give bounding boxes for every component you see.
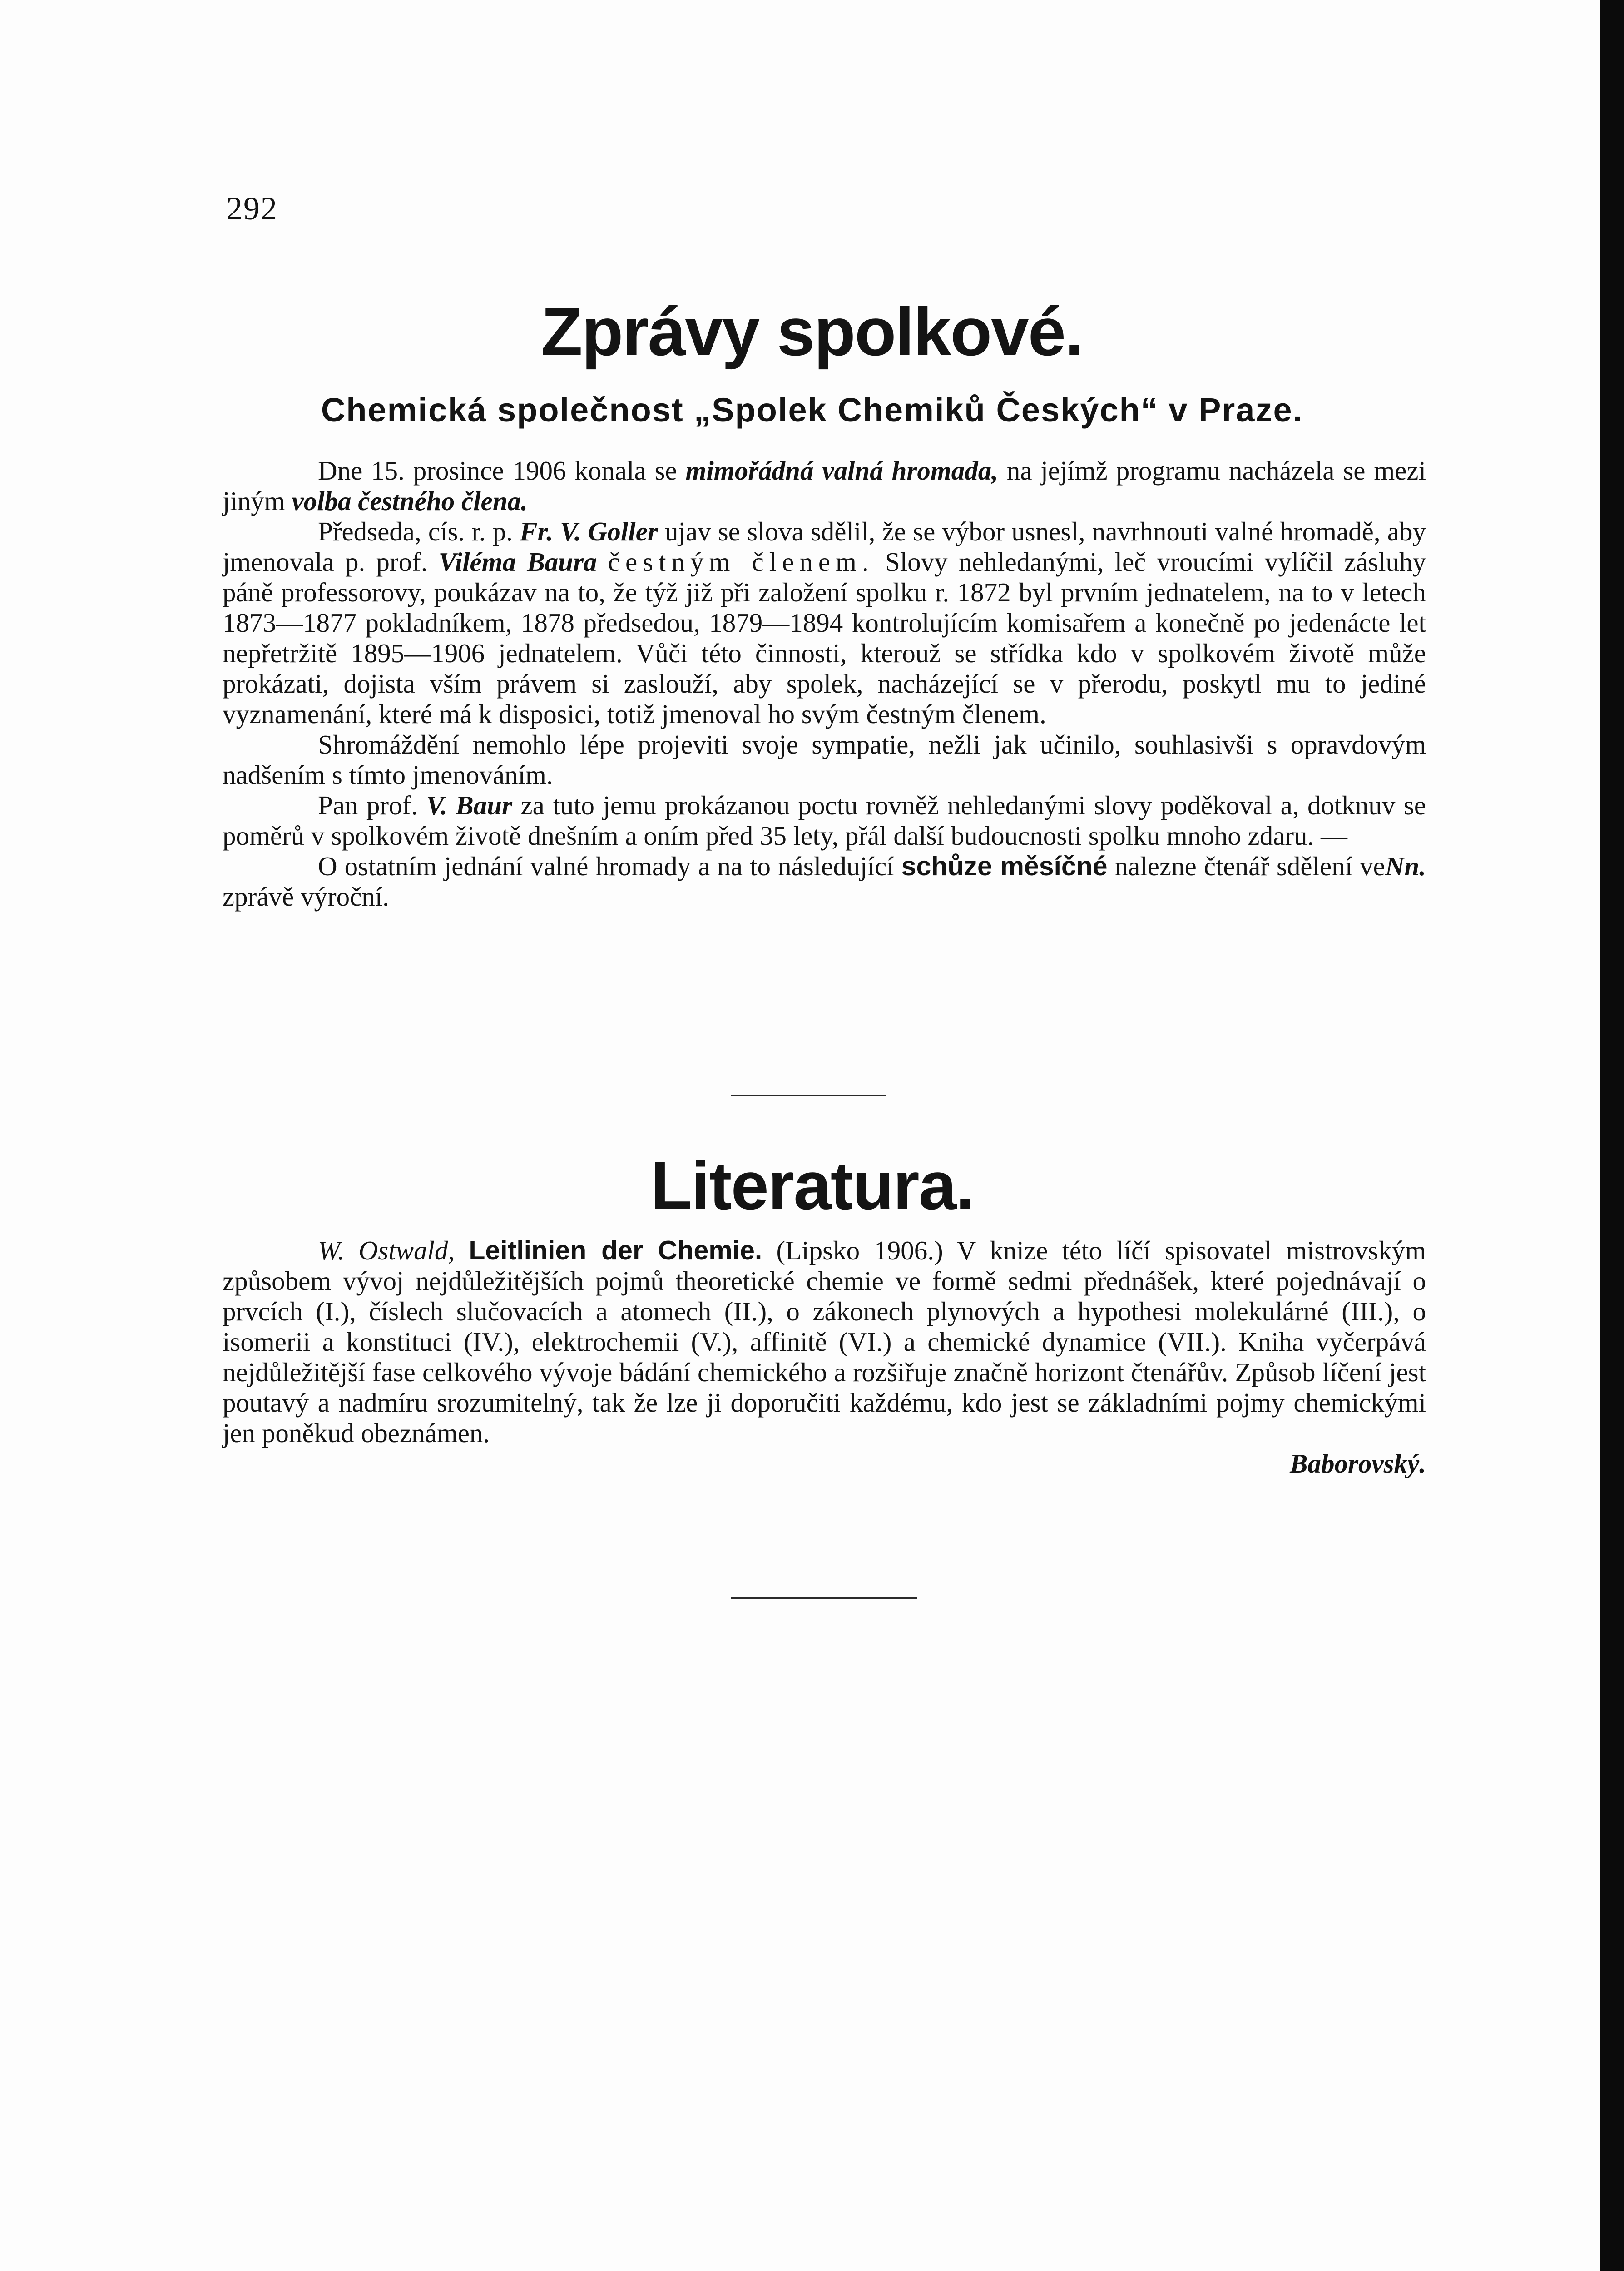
emphasis-extraordinary-meeting: mimořádná valná hromada, [685, 456, 998, 486]
text-run: O ostatním jednání valné hromady a na to následující [318, 851, 901, 881]
news-paragraph-4 [223, 790, 1426, 851]
emphasis-monthly-meeting: schůze měsíčné [901, 851, 1108, 881]
section-divider [731, 1095, 886, 1096]
name-v-baur: V. Baur [426, 790, 512, 820]
section-title-news: Zprávy spolkové. [541, 293, 1083, 370]
text-run: na jejímž programu nacházela se mezi jiným [223, 456, 1426, 516]
text-run: (Lipsko 1906.) V knize této líčí spisovatel mistrovským způsobem vývoj nejdůležitějších pojmů theoretické chemie ve formě sedmi přednášek, které pojednávají o prvcích (I.), číslech slučovacích a atomech (II.), o zákonech plynových a hypothesi molekulárné (III.), o isomerii a konstituci (IV.), elektrochemii (V.), affinitě (VI.) a chemické dynamice (VII.). Kniha vyčerpává nejdůležitější fase celkového vývoje bádání chemického a rozšiřuje značně horizont čtenářův. Způsob líčení jest poutavý a nadmíru srozumitelný, tak že lze ji doporučiti každému, kdo jest se základními pojmy chemickými jen poněkud obeznámen. [223, 1235, 1426, 1448]
text-run: Dne 15. prosince 1906 konala se [318, 456, 686, 486]
emphasis-honorary-election: volba čestného člena. [292, 486, 528, 516]
text-run: Předseda, cís. r. p. [318, 516, 520, 546]
news-body [223, 456, 1426, 912]
text-run: Pan prof. [318, 790, 426, 820]
news-paragraph-5 [223, 851, 1426, 912]
spaced-honorary-member: čestným členem. [608, 547, 874, 577]
section-title-literature: Literatura. [650, 1147, 974, 1224]
name-baur: Viléma Baura [438, 547, 597, 577]
text-run: za tuto jemu prokázanou poctu rovněž nehledanými slovy poděkoval a, dotknuv se poměrů v spolkovém životě dnešním a oním před 35 lety, přál další budoucnosti spolku mnoho zdaru. — [223, 790, 1426, 851]
news-paragraph-2 [223, 516, 1426, 729]
end-divider [731, 1597, 917, 1599]
news-paragraph-1 [223, 456, 1426, 516]
text-run: nalezne čtenář sdělení ve zprávě výroční. [223, 851, 1385, 912]
text-run [597, 547, 608, 577]
page-number: 292 [226, 190, 278, 227]
signature-nn: Nn. [1385, 851, 1426, 881]
section-subtitle-society: Chemická společnost „Spolek Chemiků Českých“ v Praze. [321, 391, 1303, 429]
literature-body [223, 1235, 1426, 1479]
signature-baborovsky: Baborovský. [1290, 1448, 1426, 1478]
text-run: ujav se slova sdělil, že se výbor usnesl, navrhnouti valné hromadě, aby jmenovala p. prof. [223, 516, 1426, 577]
literature-paragraph [223, 1235, 1426, 1448]
author-ostwald: W. Ostwald, [318, 1235, 455, 1265]
book-title: Leitlinien der Chemie. [469, 1235, 762, 1265]
news-paragraph-3: Shromáždění nemohlo lépe projeviti svoje sympatie, nežli jak učinilo, souhlasivši s opravdovým nadšením s tímto jmenováním. [223, 729, 1426, 790]
name-goller: Fr. V. Goller [520, 516, 658, 546]
text-run: Slovy nehledanými, leč vroucími vylíčil zásluhy páně professorovy, poukázav na to, že týž již při založení spolku r. 1872 byl prvním jednatelem, na to v letech 1873—1877 pokladníkem, 1878 předsedou, 1879—1894 kontrolujícím komisařem a konečně po jedenácte let nepřetržitě 1895—1906 jednatelem. Vůči této činnosti, kterouž se střídka kdo v spolkovém životě může prokázati, dojista vším právem si zaslouží, aby spolek, nacházející se v přerodu, poskytl mu to jediné vyznamenání, které má k disposici, totiž jmenoval ho svým čestným členem. [223, 547, 1426, 729]
